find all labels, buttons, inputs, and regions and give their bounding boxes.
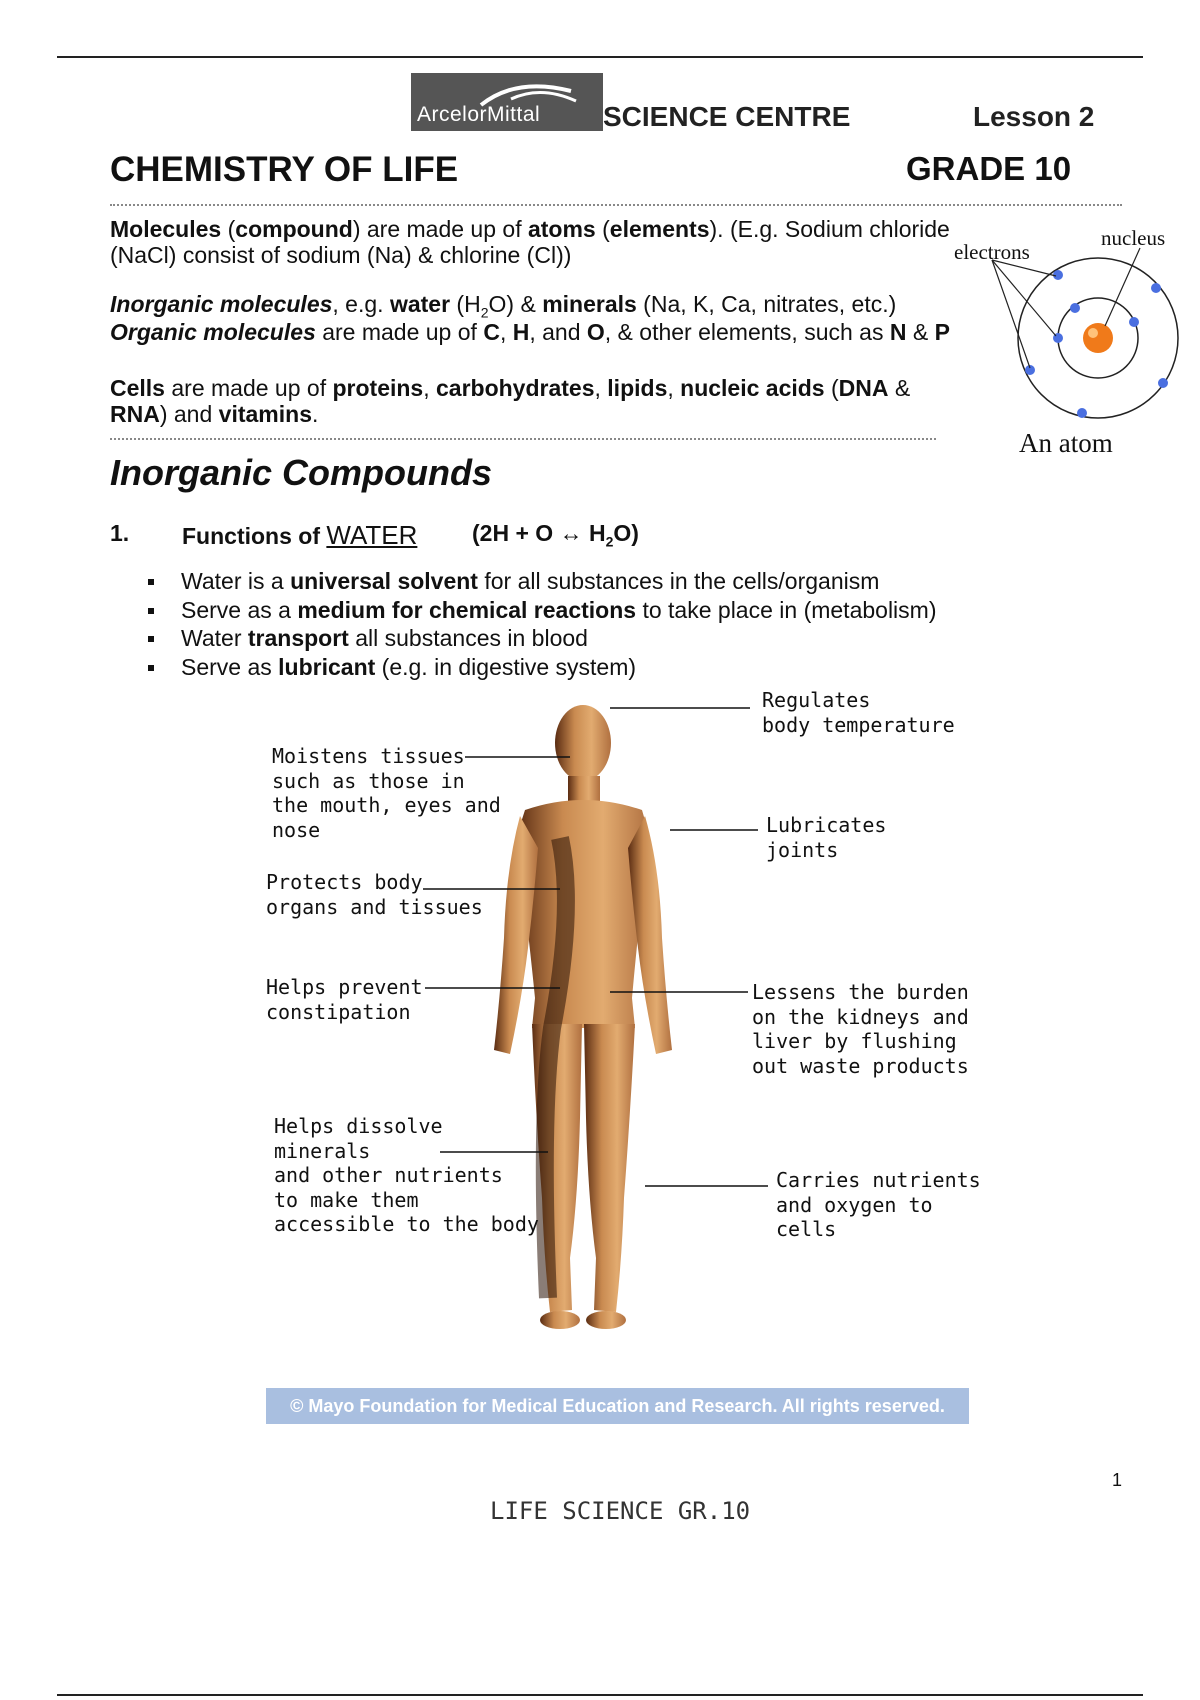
- nucleus-label: nucleus: [1101, 226, 1166, 250]
- logo-text: ArcelorMittal: [417, 103, 541, 126]
- electrons-label: electrons: [954, 240, 1030, 264]
- intro-paragraph-inorganic: Inorganic molecules, e.g. water $(H_2O)$ & minerals (Na, K, Ca, nitrates, etc.): [110, 291, 897, 321]
- label-helps-dissolve: Helps dissolve minerals and other nutrients to make them accessible to the body: [274, 1114, 539, 1236]
- page-title: CHEMISTRY OF LIFE: [110, 150, 459, 189]
- science-centre-heading: SCIENCE CENTRE: [603, 101, 851, 132]
- label-lessens-burden: Lessens the burden on the kidneys and liver by flushing out waste products: [752, 980, 969, 1078]
- water-equation: (2H + O ↔ $H_2O$): [472, 520, 639, 550]
- intro-paragraph-cells: Cells are made up of proteins, carbohydrates, lipids, nucleic acids (DNA & RNA) and vitamins.: [110, 375, 911, 427]
- list-item: Serve as lubricant (e.g. in digestive system): [145, 653, 1045, 682]
- water-word: WATER: [326, 520, 418, 550]
- label-helps-prevent-constipation: Helps prevent constipation: [266, 975, 423, 1024]
- label-carries-nutrients: Carries nutrients and oxygen to cells: [776, 1168, 981, 1241]
- list-item: Water transport all substances in blood: [145, 624, 1045, 653]
- intro-paragraph-molecules: Molecules (compound) are made up of atoms (elements). (E.g. Sodium chloride (NaCl) consist of sodium (Na) & chlorine (Cl)): [110, 216, 950, 268]
- atom-caption: An atom: [1019, 428, 1113, 458]
- bottom-rule: [57, 1694, 1143, 1696]
- label-regulates-temperature: Regulates body temperature: [762, 688, 955, 737]
- grade-label: GRADE 10: [906, 150, 1072, 187]
- list-item: Serve as a medium for chemical reactions to take place in (metabolism): [145, 596, 1045, 625]
- functions-number: 1.: [110, 520, 130, 546]
- label-lubricates-joints: Lubricates joints: [766, 813, 887, 862]
- label-moistens-tissues: Moistens tissues such as those in the mouth, eyes and nose: [272, 744, 501, 842]
- label-protects-organs: Protects body organs and tissues: [266, 870, 483, 919]
- list-item: Water is a universal solvent for all substances in the cells/organism: [145, 567, 1045, 596]
- copyright-banner: © Mayo Foundation for Medical Education and Research. All rights reserved.: [266, 1388, 969, 1424]
- lesson-number: Lesson 2: [973, 101, 1095, 132]
- functions-heading: Functions of WATER: [182, 520, 418, 550]
- intro-paragraph-organic: Organic molecules are made up of C, H, and O, & other elements, such as N & P: [110, 319, 950, 345]
- section-title: Inorganic Compounds: [110, 452, 492, 493]
- footer-label: LIFE SCIENCE GR.10: [490, 1497, 751, 1525]
- page-number: 1: [1112, 1470, 1123, 1490]
